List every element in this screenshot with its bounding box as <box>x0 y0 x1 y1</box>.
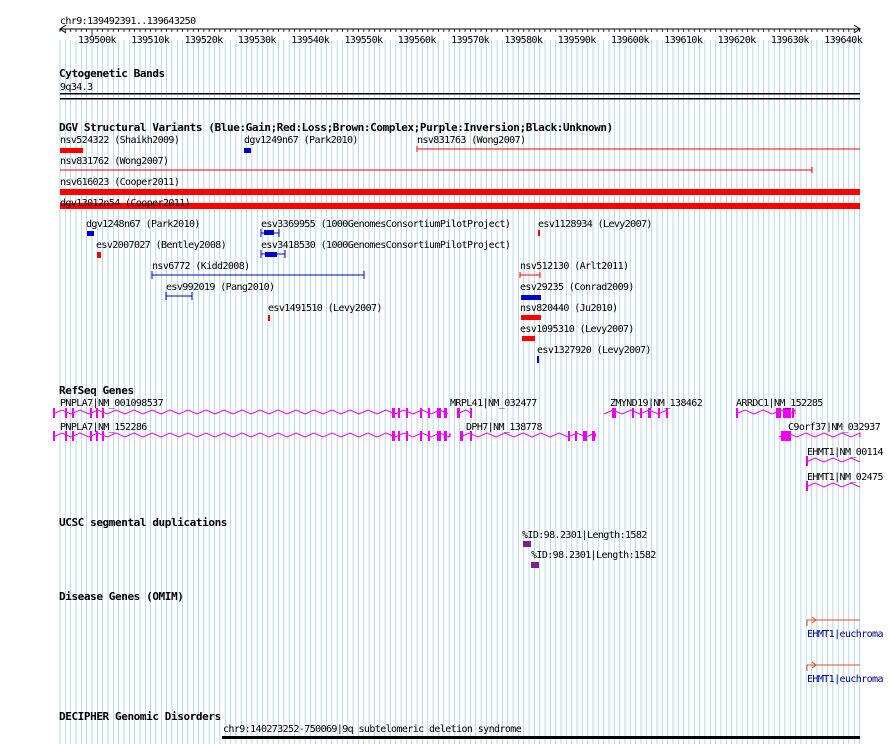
ruler-tick-label: 139500k <box>78 35 116 46</box>
gene-exon <box>583 431 587 441</box>
gene-exon <box>632 408 634 418</box>
gene-exon <box>72 408 74 418</box>
dgv-feature-label[interactable]: nsv831762 (Wong2007) <box>60 156 169 167</box>
dgv-feature-bar <box>521 295 541 300</box>
gene-exon <box>398 408 400 418</box>
gene-exon <box>792 408 794 418</box>
gene-exon <box>783 408 791 418</box>
decipher-track-title[interactable]: DECIPHER Genomic Disorders <box>59 710 221 723</box>
omim-label[interactable]: EHMT1|euchroma <box>807 629 883 640</box>
gene-exon <box>53 431 55 441</box>
gene-exon <box>437 431 441 441</box>
gene-exon <box>666 408 668 418</box>
ruler-tick-label: 139610k <box>664 35 703 46</box>
ruler-tick-label: 139540k <box>291 35 330 46</box>
dgv-feature-bar <box>87 231 94 236</box>
gene-exon <box>102 408 104 418</box>
dgv-feature-bar <box>538 230 540 236</box>
gene-exon <box>90 408 92 418</box>
gene-exon <box>406 408 408 418</box>
gene-exon <box>428 408 430 418</box>
omim-track-title[interactable]: Disease Genes (OMIM) <box>59 590 184 603</box>
segdup-bar <box>531 562 539 568</box>
ruler-tick-label: 139600k <box>611 35 649 46</box>
decipher-bar <box>222 736 860 739</box>
gene-exon <box>592 431 595 441</box>
dgv-feature-bar <box>521 315 541 320</box>
dgv-track-title[interactable]: DGV Structural Variants (Blue:Gain;Red:Loss;Brown:Complex;Purple:Inversion;Black:Unknown) <box>59 121 613 134</box>
dgv-feature-bar <box>60 148 83 153</box>
ruler-tick-label: 139550k <box>344 35 383 46</box>
gene-intron-line <box>53 433 450 437</box>
dgv-feature-label[interactable]: esv1095310 (Levy2007) <box>520 324 634 335</box>
gene-exon <box>776 408 781 418</box>
gene-exon <box>658 408 660 418</box>
segdup-label[interactable]: %ID:98.2301|Length:1582 <box>531 550 656 561</box>
gene-exon <box>612 408 616 418</box>
dgv-feature-label[interactable]: nsv831763 (Wong2007) <box>417 135 526 146</box>
dgv-feature-bar <box>244 148 251 153</box>
dgv-feature-label[interactable]: dgv13012n54 (Cooper2011) <box>60 198 191 209</box>
dgv-feature-label[interactable]: esv3369955 (1000GenomesConsortiumPilotProject) <box>261 219 511 230</box>
dgv-feature-label[interactable]: nsv616023 (Cooper2011) <box>60 177 180 188</box>
gene-label[interactable]: PNPLA7|NM_152286 <box>60 422 147 433</box>
dgv-feature-bar <box>264 230 274 235</box>
dgv-feature-label[interactable]: dgv1248n67 (Park2010) <box>86 219 200 230</box>
gene-intron-line <box>779 433 860 437</box>
gene-label[interactable]: C9orf37|NM_032937 <box>788 422 881 433</box>
dgv-feature-label[interactable]: esv1327920 (Levy2007) <box>537 345 651 356</box>
omim-label[interactable]: EHMT1|euchroma <box>807 674 883 685</box>
dgv-feature-label[interactable]: esv1491510 (Levy2007) <box>268 303 382 314</box>
gene-exon <box>444 408 447 418</box>
dgv-feature-label[interactable]: nsv6772 (Kidd2008) <box>152 261 250 272</box>
dgv-feature-label[interactable]: nsv512130 (Arlt2011) <box>520 261 629 272</box>
gene-label[interactable]: PNPLA7|NM_001098537 <box>60 398 163 409</box>
segdup-bar <box>523 541 531 547</box>
gene-intron-line <box>806 458 860 462</box>
segdup-label[interactable]: %ID:98.2301|Length:1582 <box>522 530 647 541</box>
cytoband-bar <box>60 98 860 100</box>
dgv-feature-bar <box>265 252 277 257</box>
ruler-tick-label: 139580k <box>504 35 543 46</box>
gene-label[interactable]: EHMT1|NM_00114 <box>807 447 883 458</box>
gene-exon <box>437 408 441 418</box>
gene-exon <box>53 408 55 418</box>
ruler-tick-label: 139640k <box>824 35 863 46</box>
cytoband-bar <box>60 93 860 95</box>
dgv-feature-label[interactable]: esv1128934 (Levy2007) <box>538 219 652 230</box>
dgv-feature-label[interactable]: esv2007027 (Bentley2008) <box>96 240 227 251</box>
ruler-tick-label: 139560k <box>397 35 436 46</box>
gene-exon <box>640 408 642 418</box>
gene-exon <box>470 408 472 418</box>
cytoband-label: 9q34.3 <box>60 82 93 93</box>
gene-exon <box>444 431 447 441</box>
gene-intron-line <box>53 410 448 414</box>
cytoband-track-title[interactable]: Cytogenetic Bands <box>59 67 165 80</box>
dgv-feature-bar <box>268 315 270 321</box>
gene-exon <box>420 408 422 418</box>
gene-exon <box>460 431 463 441</box>
gene-label[interactable]: EHMT1|NM_02475 <box>807 472 883 483</box>
ruler-position-label: chr9:139492391..139643250 <box>60 16 196 27</box>
gene-exon <box>428 431 430 441</box>
ruler-tick-label: 139590k <box>557 35 596 46</box>
ruler-tick-label: 139510k <box>131 35 170 46</box>
gene-exon <box>392 408 395 418</box>
gene-label[interactable]: DPH7|NM_138778 <box>466 422 542 433</box>
dgv-feature-label[interactable]: esv992019 (Pang2010) <box>166 282 275 293</box>
gene-exon <box>96 408 98 418</box>
segdup-track-title[interactable]: UCSC segmental duplications <box>59 516 228 529</box>
refseq-track-title[interactable]: RefSeq Genes <box>59 384 134 397</box>
gene-intron-line <box>806 483 860 487</box>
dgv-feature-label[interactable]: esv3418530 (1000GenomesConsortiumPilotProject) <box>261 240 511 251</box>
dgv-feature-label[interactable]: nsv820440 (Ju2010) <box>520 303 618 314</box>
ruler-tick-label: 139570k <box>451 35 490 46</box>
dgv-feature-label[interactable]: esv29235 (Conrad2009) <box>520 282 634 293</box>
ruler-tick-label: 139620k <box>717 35 756 46</box>
dgv-feature-bar <box>97 252 101 258</box>
ruler-tick-label: 139520k <box>184 35 223 46</box>
gene-exon <box>575 431 577 441</box>
gene-label[interactable]: MRPL41|NM_032477 <box>450 398 537 409</box>
gene-exon <box>406 431 408 441</box>
dgv-feature-bar <box>60 189 860 195</box>
decipher-label[interactable]: chr9:140273252-750069|9q subtelomeric deletion syndrome <box>223 724 522 735</box>
dgv-feature-label[interactable]: dgv1249n67 (Park2010) <box>244 135 358 146</box>
ruler-tick-label: 139530k <box>237 35 276 46</box>
ruler-tick-label: 139630k <box>770 35 809 46</box>
gene-exon <box>392 431 395 441</box>
gene-exon <box>648 408 651 418</box>
dgv-feature-bar <box>537 356 539 363</box>
dgv-feature-bar <box>522 336 535 341</box>
gene-exon <box>420 431 422 441</box>
gene-exon <box>398 431 400 441</box>
dgv-feature-label[interactable]: nsv524322 (Shaikh2009) <box>60 135 180 146</box>
gene-exon <box>65 408 67 418</box>
gene-exon <box>736 408 738 418</box>
gene-exon <box>457 408 460 418</box>
gene-exon <box>568 431 570 441</box>
gene-label[interactable]: ZMYND19|NM_138462 <box>610 398 703 409</box>
gene-label[interactable]: ARRDC1|NM_152285 <box>736 398 823 409</box>
